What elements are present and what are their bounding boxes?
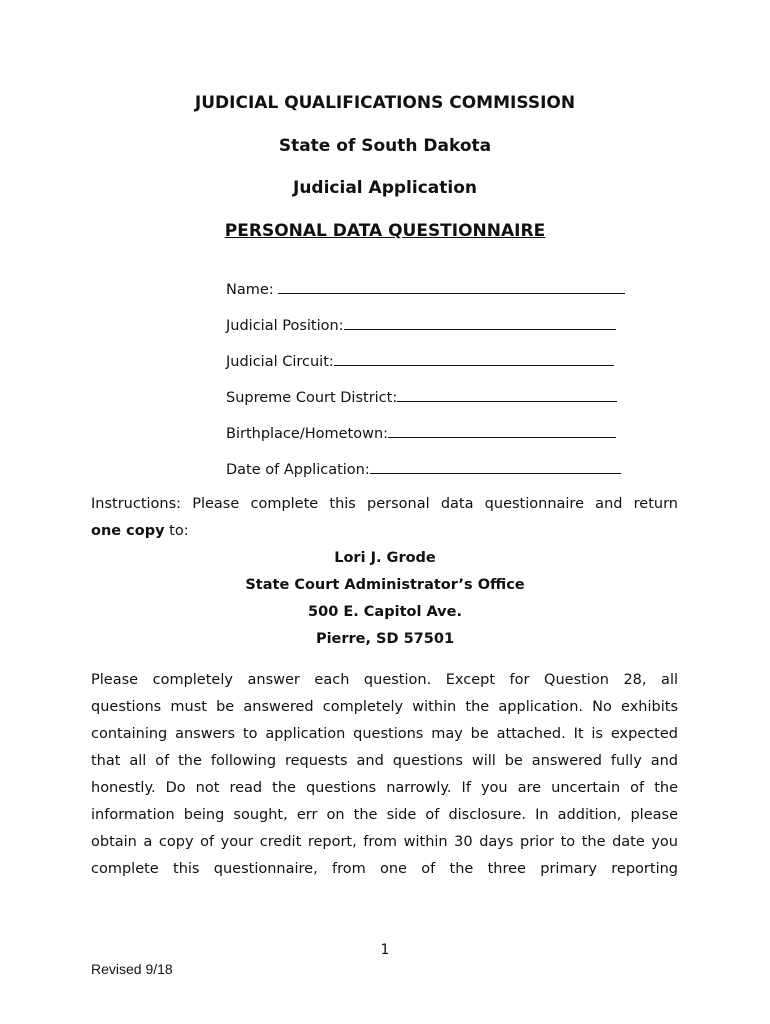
address-street: 500 E. Capitol Ave. <box>308 604 462 620</box>
questionnaire-title: PERSONAL DATA QUESTIONNAIRE <box>224 221 546 241</box>
judicial-position-input-line[interactable] <box>344 315 616 330</box>
judicial-circuit-input-line[interactable] <box>334 351 614 366</box>
supreme-court-district-input-line[interactable] <box>397 387 617 402</box>
application-title: Judicial Application <box>293 178 477 198</box>
body-line: obtain a copy of your credit report, from within 30 days prior to the date you <box>91 834 678 850</box>
date-of-application-input-line[interactable] <box>370 459 621 474</box>
instructions-line: Instructions: Please complete this personal data questionnaire and return <box>91 496 678 512</box>
date-of-application-field[interactable] <box>226 459 621 480</box>
judicial-position-field[interactable] <box>226 315 616 336</box>
name-field[interactable] <box>226 279 625 300</box>
instructions-body <box>91 667 678 883</box>
birthplace-field[interactable] <box>226 423 616 444</box>
commission-title: JUDICIAL QUALIFICATIONS COMMISSION <box>194 93 576 113</box>
address-city: Pierre, SD 57501 <box>315 631 455 647</box>
one-copy-text: one copy <box>91 523 165 539</box>
judicial-position-label: Judicial Position: <box>226 318 344 334</box>
revised-date: Revised 9/18 <box>91 961 173 977</box>
judicial-circuit-field[interactable] <box>226 351 614 372</box>
name-input-line[interactable] <box>278 279 625 294</box>
address-name: Lori J. Grode <box>334 550 436 566</box>
birthplace-label: Birthplace/Hometown: <box>226 426 389 442</box>
instructions-tail: to: <box>164 523 189 539</box>
body-line: information being sought, err on the side of disclosure. In addition, please <box>91 807 678 823</box>
instructions-paragraph <box>91 491 678 545</box>
birthplace-input-line[interactable] <box>388 423 616 438</box>
address-office: State Court Administrator’s Office <box>245 577 525 593</box>
judicial-circuit-label: Judicial Circuit: <box>226 354 334 370</box>
page-number: 1 <box>380 942 390 958</box>
body-line: questions must be answered completely within the application. No exhibits <box>91 699 678 715</box>
state-title: State of South Dakota <box>278 136 492 156</box>
body-line: honestly. Do not read the questions narrowly. If you are uncertain of the <box>91 780 678 796</box>
body-line: complete this questionnaire, from one of the three primary reporting <box>91 861 678 877</box>
body-line: that all of the following requests and questions will be answered fully and <box>91 753 678 769</box>
body-line: containing answers to application questions may be attached. It is expected <box>91 726 678 742</box>
supreme-court-district-label: Supreme Court District: <box>226 390 398 406</box>
date-of-application-label: Date of Application: <box>226 462 370 478</box>
name-label: Name: <box>226 282 279 298</box>
body-line: Please completely answer each question. Except for Question 28, all <box>91 672 678 688</box>
instructions-continuation <box>91 518 678 545</box>
supreme-court-district-field[interactable] <box>226 387 617 408</box>
